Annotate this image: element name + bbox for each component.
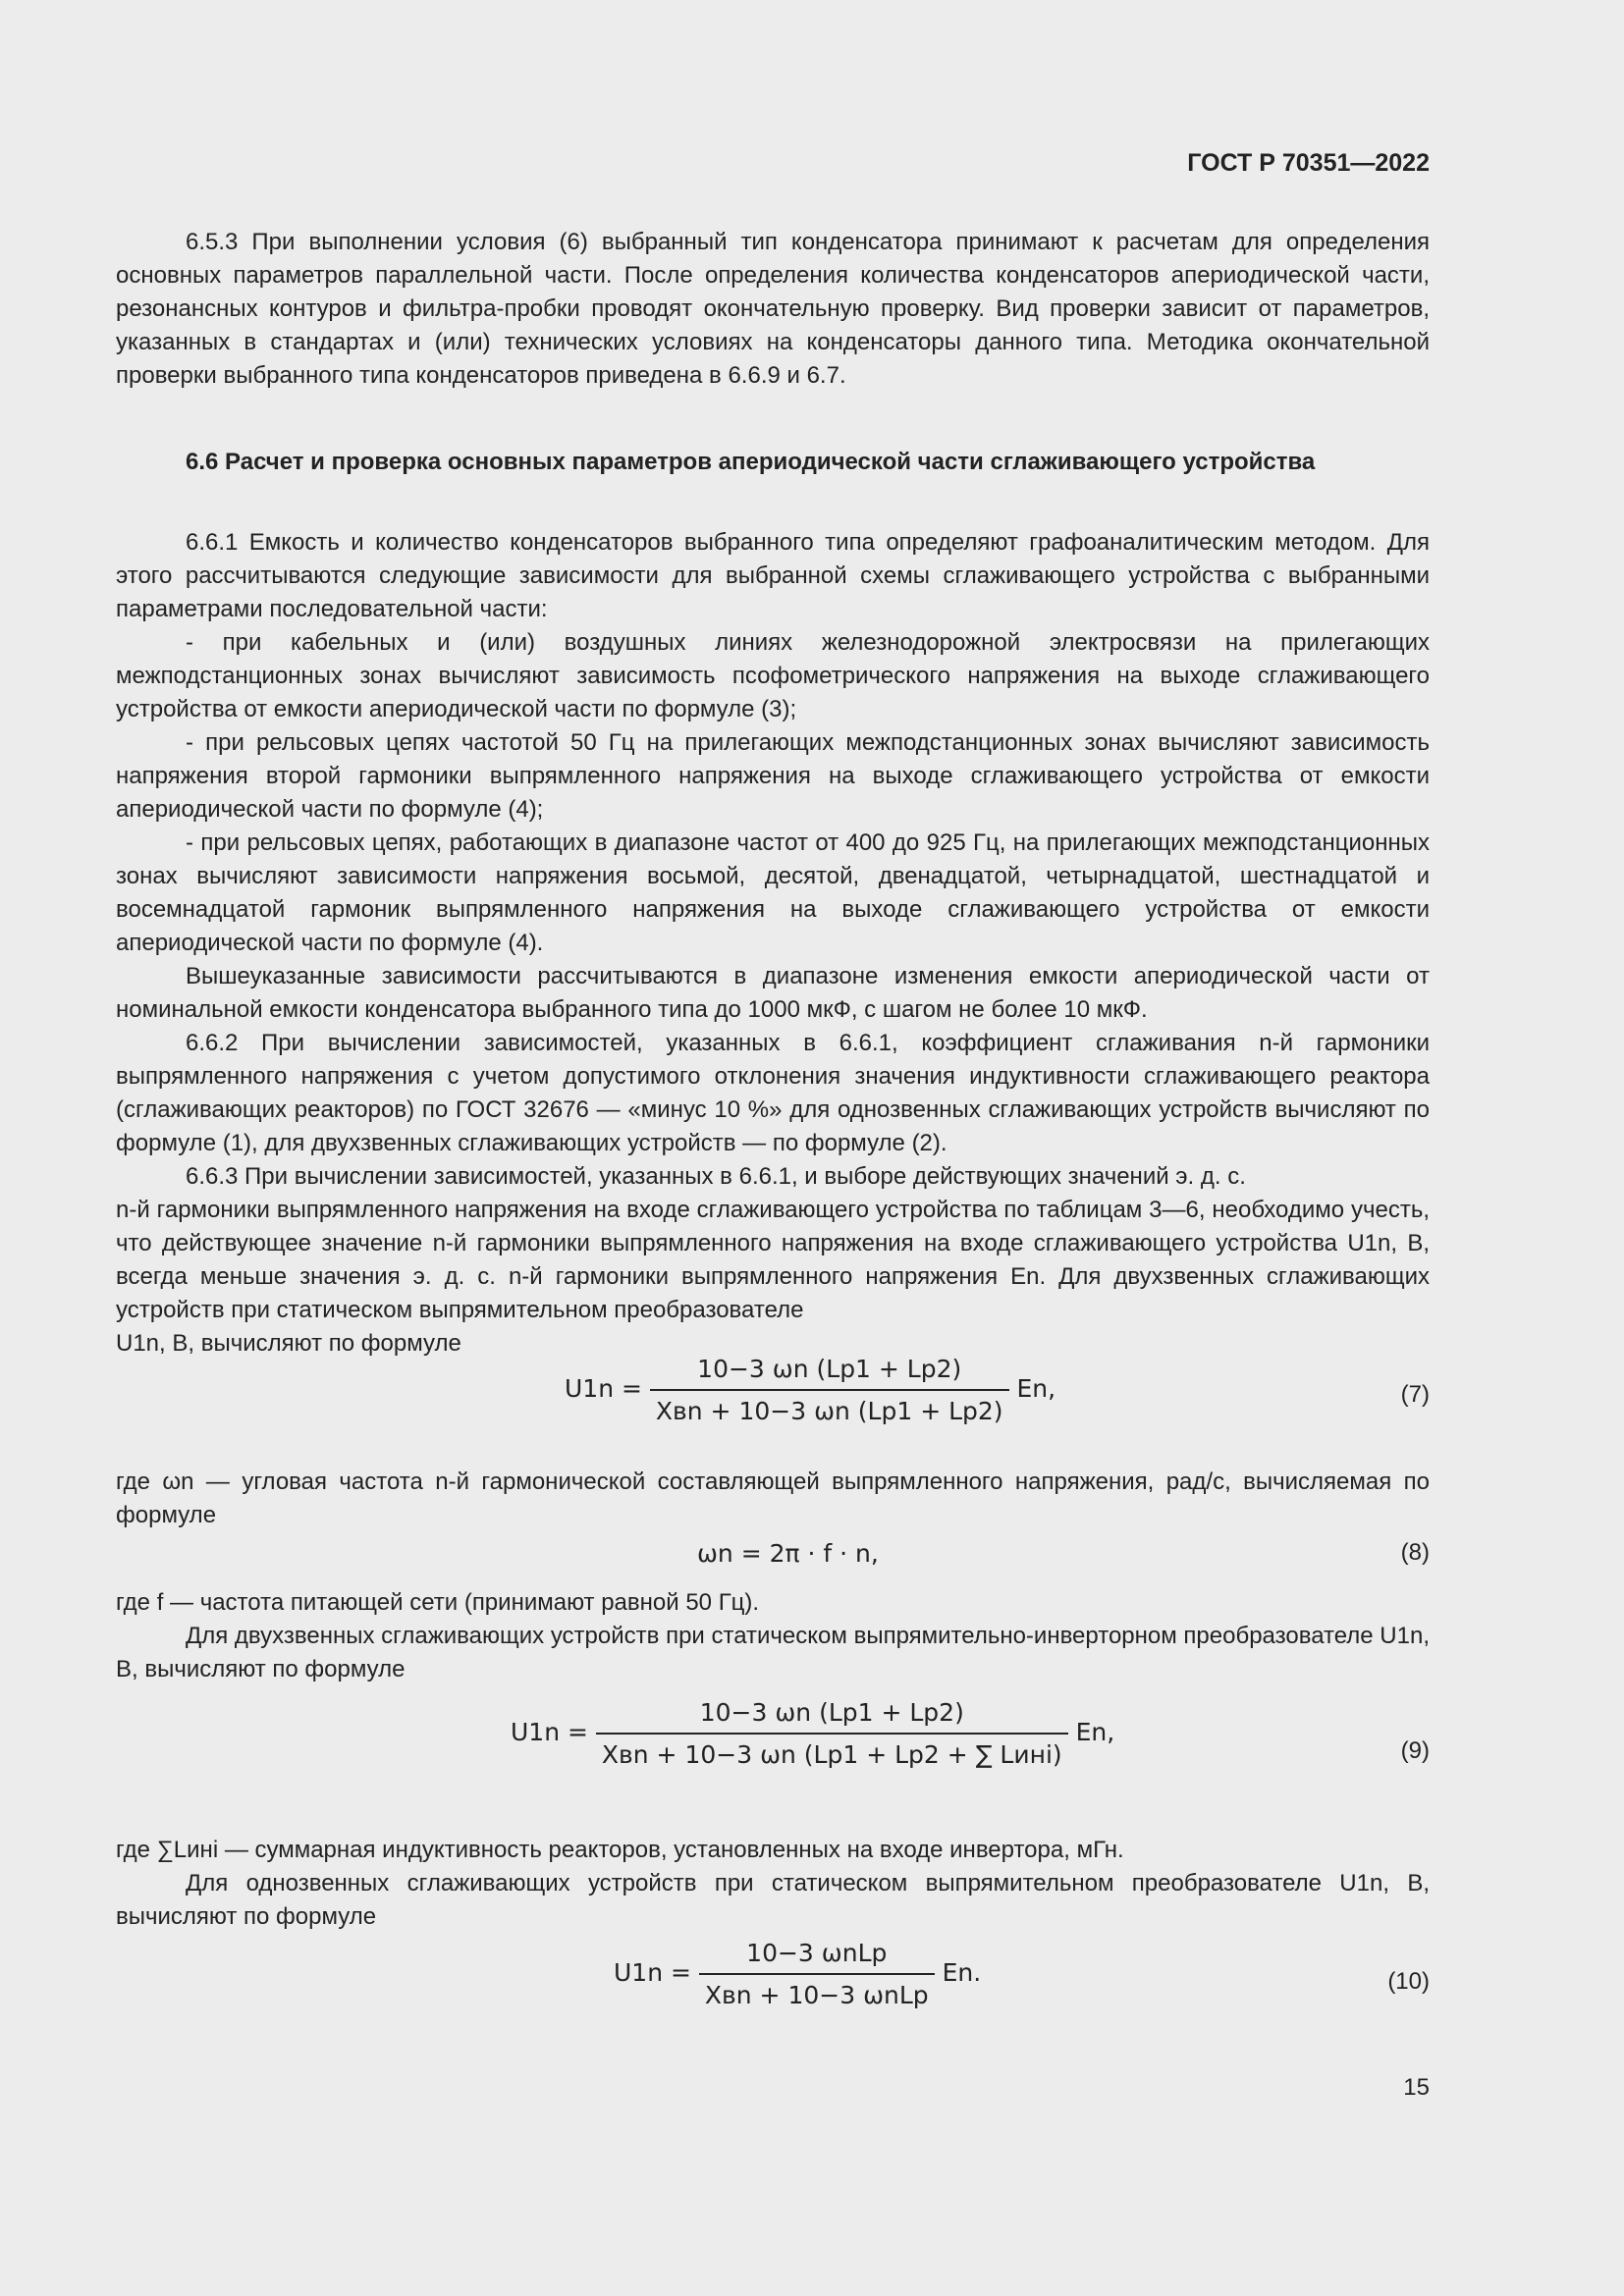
formula-10 xyxy=(614,1939,981,2009)
bullet-rail-50hz: - при рельсовых цепях частотой 50 Гц на прилегающих межподстанционных зонах вычисляют зависимость напряжения второй гармоники выпрямленного напряжения на выходе сглаживающего устройства от емкости апериодической части по формуле (4); xyxy=(116,729,1430,823)
section-heading-6-6: 6.6 Расчет и проверка основных параметров апериодической части сглаживающего устройства xyxy=(186,449,1316,475)
formula-denominator: Xвn + 10−3 ωn (Lp1 + Lp2 + ∑ Lинi) xyxy=(601,1740,1062,1769)
paragraph-inverter: Для двухзвенных сглаживающих устройств при статическом выпрямительно-инверторном преобразователе U1n, В, вычисляют по формуле xyxy=(116,1623,1430,1682)
formula-number-7: (7) xyxy=(1400,1381,1430,1408)
formula-denominator: Xвn + 10−3 ωn (Lp1 + Lp2) xyxy=(655,1397,1003,1425)
paragraph-6-6-2: 6.6.2 При вычислении зависимостей, указанных в 6.6.1, коэффициент сглаживания n-й гармоники выпрямленного напряжения с учетом допустимого отклонения значения индуктивности сглаживающего реактора (сглаживающих реакторов) по ГОСТ 32676 — «минус 10 %» для однозвенных сглаживающих устройств вычисляют по формуле (1), для двухзвенных сглаживающих устройств — по формуле (2). xyxy=(116,1030,1430,1156)
paragraph-6-6-3-end: U1n, В, вычисляют по формуле xyxy=(116,1330,461,1357)
paragraph-6-6-1: 6.6.1 Емкость и количество конденсаторов выбранного типа определяют графоаналитическим методом. Для этого рассчитываются следующие зависимости для выбранной схемы сглаживающего устройства с выбранными параметрами последовательной части: xyxy=(116,529,1430,622)
formula-fraction xyxy=(650,1355,1009,1425)
formula-numerator: 10−3 ωnLp xyxy=(699,1939,935,1975)
standard-number: ГОСТ Р 70351—2022 xyxy=(1187,149,1430,177)
paragraph-6-6-3-start: 6.6.3 При вычислении зависимостей, указанных в 6.6.1, и выборе действующих значений э. д. с. xyxy=(186,1163,1246,1190)
where-omega: где ωn — угловая частота n-й гармонической составляющей выпрямленного напряжения, рад/с, вычисляемая по формуле xyxy=(116,1468,1430,1528)
formula-numerator: 10−3 ωn (Lp1 + Lp2) xyxy=(596,1698,1068,1735)
formula-8: ωn = 2π · f · n, xyxy=(697,1539,879,1568)
paragraph-6-6-3-body: n-й гармоники выпрямленного напряжения на входе сглаживающего устройства по таблицам 3—6, необходимо учесть, что действующее значение n-й гармоники выпрямленного напряжения на входе сглаживающего устройства U1n, В, всегда меньше значения э. д. с. n-й гармоники выпрямленного напряжения En. Для двухзвенных сглаживающих устройств при статическом выпрямительном преобразователе xyxy=(116,1197,1430,1323)
where-frequency: где f — частота питающей сети (принимают равной 50 Гц). xyxy=(116,1589,760,1616)
formula-9 xyxy=(511,1698,1114,1769)
page-number: 15 xyxy=(1403,2074,1430,2101)
paragraph-6-5-3: 6.5.3 При выполнении условия (6) выбранный тип конденсатора принимают к расчетам для определения основных параметров параллельной части. После определения количества конденсаторов апериодической части, резонансных контуров и фильтра-пробки проводят окончательную проверку. Вид проверки зависит от параметров, указанных в стандартах и (или) технических условиях на конденсаторы данного типа. Методика окончательной проверки выбранного типа конденсаторов приведена в 6.6.9 и 6.7. xyxy=(116,229,1430,389)
bullet-rail-400-925hz: - при рельсовых цепях, работающих в диапазоне частот от 400 до 925 Гц, на прилегающих межподстанционных зонах вычисляют зависимости напряжения восьмой, десятой, двенадцатой, четырнадцатой, шестнадцатой и восемнадцатой гармоник выпрямленного напряжения на выходе сглаживающего устройства от емкости апериодической части по формуле (4). xyxy=(116,829,1430,956)
formula-7 xyxy=(565,1355,1056,1425)
formula-number-8: (8) xyxy=(1400,1539,1430,1566)
formula-number-10: (10) xyxy=(1387,1968,1430,1995)
formula-rhs: En. xyxy=(942,1958,982,1987)
formula-number-9: (9) xyxy=(1400,1737,1430,1764)
formula-lhs: U1n = xyxy=(565,1374,642,1403)
formula-numerator: 10−3 ωn (Lp1 + Lp2) xyxy=(650,1355,1009,1391)
bullet-cable-lines: - при кабельных и (или) воздушных линиях железнодорожной электросвязи на прилегающих межподстанционных зонах вычисляют зависимость псофометрического напряжения на выходе сглаживающего устройства от емкости апериодической части по формуле (3); xyxy=(116,629,1430,722)
formula-lhs: U1n = xyxy=(511,1718,588,1746)
formula-rhs: En, xyxy=(1075,1718,1115,1746)
formula-rhs: En, xyxy=(1016,1374,1056,1403)
paragraph-single-stage: Для однозвенных сглаживающих устройств при статическом выпрямительном преобразователе U1n, В, вычисляют по формуле xyxy=(116,1870,1430,1930)
formula-lhs: U1n = xyxy=(614,1958,691,1987)
formula-denominator: Xвn + 10−3 ωnLp xyxy=(704,1981,929,2009)
where-sum: где ∑Lинi — суммарная индуктивность реакторов, установленных на входе инвертора, мГн. xyxy=(116,1837,1124,1863)
formula-fraction xyxy=(699,1939,935,2009)
formula-fraction xyxy=(596,1698,1068,1769)
paragraph-capacitance-range: Вышеуказанные зависимости рассчитываются в диапазоне изменения емкости апериодической части от номинальной емкости конденсатора выбранного типа до 1000 мкФ, с шагом не более 10 мкФ. xyxy=(116,963,1430,1023)
